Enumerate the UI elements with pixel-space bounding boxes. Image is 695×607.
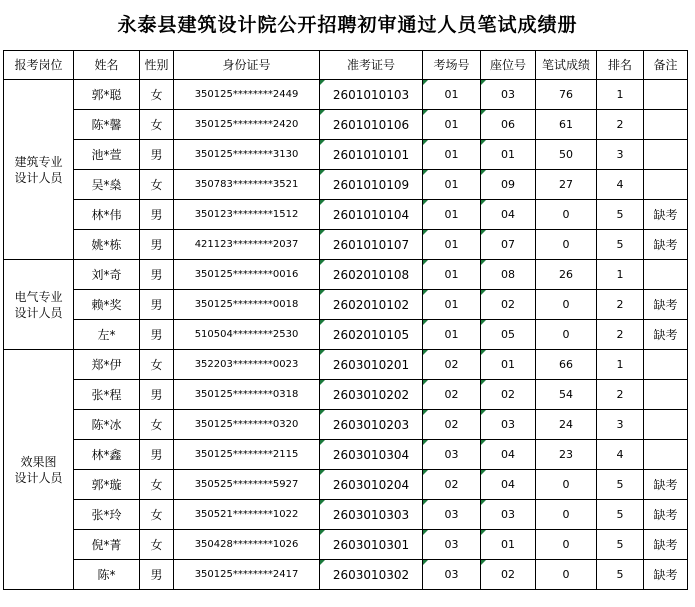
cell-name: 刘*奇 xyxy=(74,260,140,290)
cell-score: 26 xyxy=(536,260,597,290)
cell-seat: 02 xyxy=(481,290,536,320)
cell-name: 左* xyxy=(74,320,140,350)
cell-room: 01 xyxy=(423,110,481,140)
cell-ticket: 2601010107 xyxy=(320,230,423,260)
table-row xyxy=(4,230,688,260)
cell-id-card: 350125********2449 xyxy=(174,80,320,110)
cell-ticket: 2601010109 xyxy=(320,170,423,200)
cell-id-card: 350521********1022 xyxy=(174,500,320,530)
cell-rank: 3 xyxy=(597,140,644,170)
cell-score: 0 xyxy=(536,470,597,500)
cell-ticket: 2603010203 xyxy=(320,410,423,440)
cell-note xyxy=(644,80,688,110)
cell-rank: 2 xyxy=(597,110,644,140)
cell-rank: 1 xyxy=(597,260,644,290)
table-row xyxy=(4,530,688,560)
cell-note xyxy=(644,380,688,410)
cell-room: 01 xyxy=(423,320,481,350)
cell-note: 缺考 xyxy=(644,530,688,560)
table-row xyxy=(4,470,688,500)
cell-note: 缺考 xyxy=(644,470,688,500)
cell-ticket: 2602010108 xyxy=(320,260,423,290)
cell-name: 林*伟 xyxy=(74,200,140,230)
cell-note xyxy=(644,110,688,140)
cell-note xyxy=(644,140,688,170)
table-row xyxy=(4,440,688,470)
cell-ticket: 2601010106 xyxy=(320,110,423,140)
table-row xyxy=(4,350,688,380)
header-room: 考场号 xyxy=(423,51,481,80)
cell-rank: 5 xyxy=(597,470,644,500)
cell-gender: 女 xyxy=(140,170,174,200)
cell-id-card: 350125********0318 xyxy=(174,380,320,410)
cell-gender: 男 xyxy=(140,200,174,230)
cell-name: 姚*栋 xyxy=(74,230,140,260)
table-body xyxy=(4,80,688,590)
cell-ticket: 2602010105 xyxy=(320,320,423,350)
cell-id-card: 510504********2530 xyxy=(174,320,320,350)
cell-gender: 女 xyxy=(140,410,174,440)
cell-position: 建筑专业 设计人员 xyxy=(4,80,74,260)
cell-score: 50 xyxy=(536,140,597,170)
cell-ticket: 2603010204 xyxy=(320,470,423,500)
cell-score: 54 xyxy=(536,380,597,410)
cell-seat: 04 xyxy=(481,470,536,500)
cell-score: 0 xyxy=(536,230,597,260)
cell-seat: 03 xyxy=(481,80,536,110)
table-row xyxy=(4,380,688,410)
cell-seat: 01 xyxy=(481,530,536,560)
cell-id-card: 350525********5927 xyxy=(174,470,320,500)
header-row xyxy=(4,51,688,80)
cell-score: 0 xyxy=(536,290,597,320)
cell-score: 0 xyxy=(536,200,597,230)
cell-gender: 男 xyxy=(140,290,174,320)
cell-room: 02 xyxy=(423,380,481,410)
table-row xyxy=(4,560,688,590)
cell-room: 01 xyxy=(423,140,481,170)
table-row xyxy=(4,320,688,350)
cell-seat: 04 xyxy=(481,440,536,470)
header-score: 笔试成绩 xyxy=(536,51,597,80)
header-position: 报考岗位 xyxy=(4,51,74,80)
cell-ticket: 2603010302 xyxy=(320,560,423,590)
cell-id-card: 350428********1026 xyxy=(174,530,320,560)
cell-id-card: 350125********2420 xyxy=(174,110,320,140)
cell-gender: 男 xyxy=(140,260,174,290)
cell-rank: 1 xyxy=(597,350,644,380)
cell-id-card: 352203********0023 xyxy=(174,350,320,380)
cell-room: 03 xyxy=(423,440,481,470)
cell-room: 01 xyxy=(423,170,481,200)
cell-id-card: 350125********2115 xyxy=(174,440,320,470)
cell-note xyxy=(644,260,688,290)
cell-ticket: 2601010101 xyxy=(320,140,423,170)
cell-score: 0 xyxy=(536,320,597,350)
cell-rank: 4 xyxy=(597,440,644,470)
cell-ticket: 2603010303 xyxy=(320,500,423,530)
cell-rank: 5 xyxy=(597,500,644,530)
cell-rank: 2 xyxy=(597,320,644,350)
cell-gender: 女 xyxy=(140,470,174,500)
cell-position: 电气专业 设计人员 xyxy=(4,260,74,350)
document-title: 永泰县建筑设计院公开招聘初审通过人员笔试成绩册 xyxy=(117,14,578,36)
cell-rank: 2 xyxy=(597,380,644,410)
cell-id-card: 350123********1512 xyxy=(174,200,320,230)
cell-rank: 5 xyxy=(597,230,644,260)
cell-note: 缺考 xyxy=(644,320,688,350)
cell-room: 02 xyxy=(423,350,481,380)
cell-rank: 3 xyxy=(597,410,644,440)
cell-id-card: 350783********3521 xyxy=(174,170,320,200)
cell-ticket: 2601010104 xyxy=(320,200,423,230)
cell-rank: 5 xyxy=(597,200,644,230)
cell-rank: 5 xyxy=(597,530,644,560)
cell-name: 池*萱 xyxy=(74,140,140,170)
cell-score: 61 xyxy=(536,110,597,140)
cell-ticket: 2603010304 xyxy=(320,440,423,470)
score-table xyxy=(3,50,688,590)
cell-name: 陈* xyxy=(74,560,140,590)
cell-id-card: 350125********3130 xyxy=(174,140,320,170)
cell-ticket: 2603010201 xyxy=(320,350,423,380)
cell-gender: 女 xyxy=(140,80,174,110)
cell-gender: 女 xyxy=(140,110,174,140)
cell-score: 24 xyxy=(536,410,597,440)
cell-id-card: 350125********0018 xyxy=(174,290,320,320)
cell-name: 郭*聪 xyxy=(74,80,140,110)
cell-room: 01 xyxy=(423,290,481,320)
cell-seat: 02 xyxy=(481,560,536,590)
table-header xyxy=(4,51,688,80)
cell-gender: 男 xyxy=(140,380,174,410)
cell-ticket: 2603010301 xyxy=(320,530,423,560)
cell-note: 缺考 xyxy=(644,200,688,230)
header-rank: 排名 xyxy=(597,51,644,80)
cell-name: 倪*菁 xyxy=(74,530,140,560)
cell-room: 01 xyxy=(423,200,481,230)
cell-seat: 02 xyxy=(481,380,536,410)
cell-note: 缺考 xyxy=(644,560,688,590)
cell-name: 郑*伊 xyxy=(74,350,140,380)
cell-score: 76 xyxy=(536,80,597,110)
cell-gender: 女 xyxy=(140,500,174,530)
cell-room: 03 xyxy=(423,560,481,590)
cell-id-card: 350125********0320 xyxy=(174,410,320,440)
header-id-card: 身份证号 xyxy=(174,51,320,80)
cell-name: 张*程 xyxy=(74,380,140,410)
cell-ticket: 2601010103 xyxy=(320,80,423,110)
cell-room: 02 xyxy=(423,410,481,440)
cell-score: 0 xyxy=(536,500,597,530)
cell-seat: 08 xyxy=(481,260,536,290)
cell-score: 0 xyxy=(536,530,597,560)
header-gender: 性别 xyxy=(140,51,174,80)
cell-seat: 03 xyxy=(481,410,536,440)
cell-id-card: 350125********2417 xyxy=(174,560,320,590)
cell-name: 林*鑫 xyxy=(74,440,140,470)
cell-gender: 男 xyxy=(140,320,174,350)
table-row xyxy=(4,410,688,440)
cell-note xyxy=(644,440,688,470)
cell-position: 效果图 设计人员 xyxy=(4,350,74,590)
header-ticket: 准考证号 xyxy=(320,51,423,80)
cell-rank: 1 xyxy=(597,80,644,110)
cell-name: 陈*冰 xyxy=(74,410,140,440)
cell-seat: 06 xyxy=(481,110,536,140)
cell-seat: 01 xyxy=(481,140,536,170)
cell-score: 66 xyxy=(536,350,597,380)
cell-note xyxy=(644,350,688,380)
cell-room: 01 xyxy=(423,80,481,110)
table-row xyxy=(4,200,688,230)
cell-gender: 男 xyxy=(140,230,174,260)
header-name: 姓名 xyxy=(74,51,140,80)
cell-seat: 03 xyxy=(481,500,536,530)
cell-gender: 男 xyxy=(140,440,174,470)
cell-rank: 4 xyxy=(597,170,644,200)
cell-score: 0 xyxy=(536,560,597,590)
cell-name: 赖*奖 xyxy=(74,290,140,320)
cell-name: 张*玲 xyxy=(74,500,140,530)
cell-ticket: 2602010102 xyxy=(320,290,423,320)
cell-rank: 5 xyxy=(597,560,644,590)
cell-rank: 2 xyxy=(597,290,644,320)
cell-room: 03 xyxy=(423,500,481,530)
cell-gender: 男 xyxy=(140,140,174,170)
table-row xyxy=(4,80,688,110)
cell-gender: 男 xyxy=(140,560,174,590)
cell-id-card: 421123********2037 xyxy=(174,230,320,260)
cell-room: 02 xyxy=(423,470,481,500)
cell-score: 23 xyxy=(536,440,597,470)
cell-gender: 女 xyxy=(140,350,174,380)
cell-gender: 女 xyxy=(140,530,174,560)
table-row xyxy=(4,500,688,530)
table-row xyxy=(4,140,688,170)
header-note: 备注 xyxy=(644,51,688,80)
cell-room: 03 xyxy=(423,530,481,560)
cell-room: 01 xyxy=(423,230,481,260)
cell-note: 缺考 xyxy=(644,500,688,530)
cell-seat: 09 xyxy=(481,170,536,200)
cell-seat: 04 xyxy=(481,200,536,230)
cell-room: 01 xyxy=(423,260,481,290)
cell-seat: 07 xyxy=(481,230,536,260)
cell-note: 缺考 xyxy=(644,230,688,260)
table-row xyxy=(4,290,688,320)
table-row xyxy=(4,110,688,140)
cell-name: 吴*燊 xyxy=(74,170,140,200)
cell-name: 陈*馨 xyxy=(74,110,140,140)
cell-seat: 05 xyxy=(481,320,536,350)
cell-note xyxy=(644,410,688,440)
cell-ticket: 2603010202 xyxy=(320,380,423,410)
cell-id-card: 350125********0016 xyxy=(174,260,320,290)
table-row xyxy=(4,260,688,290)
header-seat: 座位号 xyxy=(481,51,536,80)
cell-note: 缺考 xyxy=(644,290,688,320)
table-row xyxy=(4,170,688,200)
cell-score: 27 xyxy=(536,170,597,200)
cell-seat: 01 xyxy=(481,350,536,380)
cell-note xyxy=(644,170,688,200)
cell-name: 郭*璇 xyxy=(74,470,140,500)
